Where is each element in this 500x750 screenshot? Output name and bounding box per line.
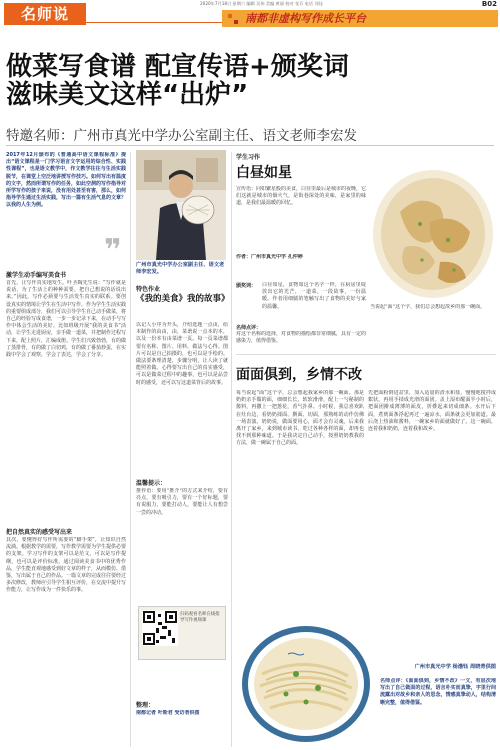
- headline-rule: [6, 145, 494, 146]
- teacher-photo-illustration: [136, 150, 226, 260]
- header-rule: [86, 22, 222, 23]
- work2-body-2: 先把面粉倒进盆里，加入适量的清水和盐，慢慢地搅拌成絮状，再用手揉成光滑的面团。盖上湿布醒面半小时后，把面团擀成薄薄的面皮，折叠起来切成细条。水开后下面，煮到面条浮起再过一遍凉水，面条就会更加筋道。最后浇上热油和酱料，一碗家乡的面就做好了。这一碗面，连着我和奶奶，连着我和故乡。: [368, 390, 496, 433]
- qr-code-icon[interactable]: [142, 610, 178, 646]
- noodle-photo: [236, 614, 376, 746]
- section-logo: 名师说: [4, 3, 86, 25]
- headline-subtitle: 特邀名师：广州市真光中学办公室副主任、语文老师李宏发: [6, 128, 357, 144]
- page-number: B02: [481, 0, 497, 8]
- quote-mark-icon: ❞: [104, 233, 122, 268]
- work2-title: 面面俱到，乡情不改: [236, 367, 362, 383]
- section-rule: [236, 354, 496, 355]
- column-kicker: 特色作业: [136, 286, 161, 293]
- intro-text: 2017年12月颁布的《普通高中语文课程标准》提出“语文课程是一门学习语言文字运用的综合性、实践性课程”，也是语文教学中，作文教学往往与生活实践脱节，在课堂上空泛地讲授写作技巧。如何写出有温度的文字，然而所谓写作的任务，如此空洞的写作指导对所学写作的孩子来说，没有用处甚至有害，那么，如何指导学生通过生活实践，写出一篇有生活气息的文章？以我的人生为例。: [6, 152, 126, 209]
- work-title: 白昼如星: [236, 165, 292, 181]
- award-text: 白昼如星，食物如这个名字一样，在厨房里绽放出它的光芒，一道菜，一段故事，一份温暖。作者用细腻的笔触写出了食物的美好与家的温馨。: [262, 282, 366, 310]
- qr-caption: 扫码观看名师在线指导写作视频课: [180, 612, 220, 623]
- reviewer-label: 温馨提示：: [136, 480, 167, 487]
- banner-title: 南都非虚构写作成长平台: [245, 12, 366, 25]
- column-body: 以记人小序为开头，介绍选题一点由，给本制作的由由，由，菜谱说一点本的本，以及一份本有由菜谱一页。每一页菜谱都要有名称、图片、用料、做法与心得。图片可以是自己拍摄的，也可以是手绘的。做法要条理清楚，步骤分明，让人读了就能照着做。心得要写出自己的真实感受，可以是做菜过程中的趣事，也可以是品尝时的感受，还可以写这道菜背后的故事。: [136, 322, 228, 386]
- column-divider: [130, 152, 131, 747]
- noodle-photo-caption: 广州市真光中学 杨渤钰 周晓青供图: [414, 664, 496, 670]
- banner-deco: [228, 14, 232, 18]
- banner-deco: [234, 20, 238, 24]
- dumpling-photo: [370, 152, 496, 302]
- dateline: 2020年7月18日 星期六 编辑 吴伟 美编 黄丽 校对 张芬 电话 刘佳: [200, 1, 323, 6]
- work-side-text: 当说起“面”这个字，我们总会想起故乡的那一碗面。: [370, 304, 486, 310]
- teacher-photo-caption: 广州市真光中学办公室副主任、语文老师李宏发。: [136, 262, 225, 275]
- teacher-comment: 对这个名称的选择，对食物的描绘都非常细腻，具有一定的感染力，值得借鉴。: [236, 331, 366, 345]
- section-body-1: 首先，让写作真实地发生。叶圣陶先生说：“写作就是说话，为了生活上的种种需要，把自己想说的话说出来。”因此，写作必须要与生活发生真实的联系。要创设真实的情境让学生在生活中写作。作为学生生活实践的重要组成部分，我们可以引导学生自己动手做菜，将自己的经验写成食谱，一步一步记录下来，在动手与写作中体会生活的美好。比如班级开展“我的美食书”活动，让学生走进厨房，亲手做一道菜，并把制作过程写下来，配上照片，汇编成册。学生们兴致勃勃，有的做了蒸排骨，有的做了白切鸡，有的做了番茄炒蛋，在实践中学会了观察，学会了表达，学会了分享。: [6, 280, 126, 359]
- section-title-1: 激学生动手编写美食书: [6, 272, 67, 279]
- work-author: 作者：广州市真光中学 孔仲婷: [236, 254, 303, 260]
- column-title: 《我的美食》我的故事》: [136, 294, 230, 304]
- org-credit: 南都记者 叶斯君 受访者供图: [136, 710, 200, 716]
- section-title-2: 把自然真实的感受写出来: [6, 529, 73, 536]
- work-kicker: 学生习作: [236, 154, 261, 161]
- teacher-photo: [136, 150, 226, 260]
- work2-teacher-comment: 名师点评：《面面俱到，乡情不改》一文，有层次地写出了自己做面的过程，语言朴实而真挚，字里行间流露出对故乡和亲人的思念，情感真挚动人，结构清晰完整，值得借鉴。: [380, 678, 496, 706]
- column-divider: [231, 152, 232, 747]
- work-intro: 宣传语：同如繁星般的美食，白昼里最后是城市的夜晚，它们这就是城市的烟火气，是街巷深处的美味，是家里的味道，是我们最温暖的回忆。: [236, 186, 366, 207]
- teacher-comment-label: 名师点评：: [236, 325, 262, 331]
- headline-line-2: 滋味美文这样“出炉”: [6, 80, 249, 110]
- reviewer-text: 推荐语：要用“推介”的方式来介绍，要有亮点，要有吸引力，要有一个好标题，要有说服力，要能打动人，要能让人有想尝一尝的冲动。: [136, 488, 228, 516]
- work2-body: 每当说起“面”这个字，总会想起我家乡的那一碗面。那是奶奶亲手做的面，细细长长，软软滑滑，配上一勺秘制的酱料，再撒上一把葱花，香气扑鼻。小时候，我总喜欢趴在灶台边，看奶奶揉面、擀面、切面，那熟练的动作仿佛一场表演。奶奶说，做面要用心，面才会有灵魂。后来我离开了家乡，来到城市读书，吃过各种各样的面，却再也找不到那种味道。于是我决定自己动手，按照奶奶教我的方法，做一碗属于自己的面。: [236, 390, 364, 447]
- headline-line-1: 做菜写食谱 配宣传语+颁奖词: [6, 52, 349, 82]
- award-label: 颁奖词：: [236, 283, 257, 289]
- org-label: 整理：: [136, 702, 155, 709]
- section-body-2: 其次，要懂得好写作所需要的“脚手架”，让知识自然流淌。根据教学的需要，写作教学需要为学生提供必要的支架。学习写作的支架可以是范文，可以是写作提纲，也可以是评价标准。通过阅读美食书中的优秀作品，学生能直观地感受到好文章的样子，从而模仿、借鉴，写出属于自己的作品。一篇文章的完成往往要经过多次修改，教师应引导学生相互评价，在交流中提升写作能力，让写作成为一件快乐的事。: [6, 537, 126, 594]
